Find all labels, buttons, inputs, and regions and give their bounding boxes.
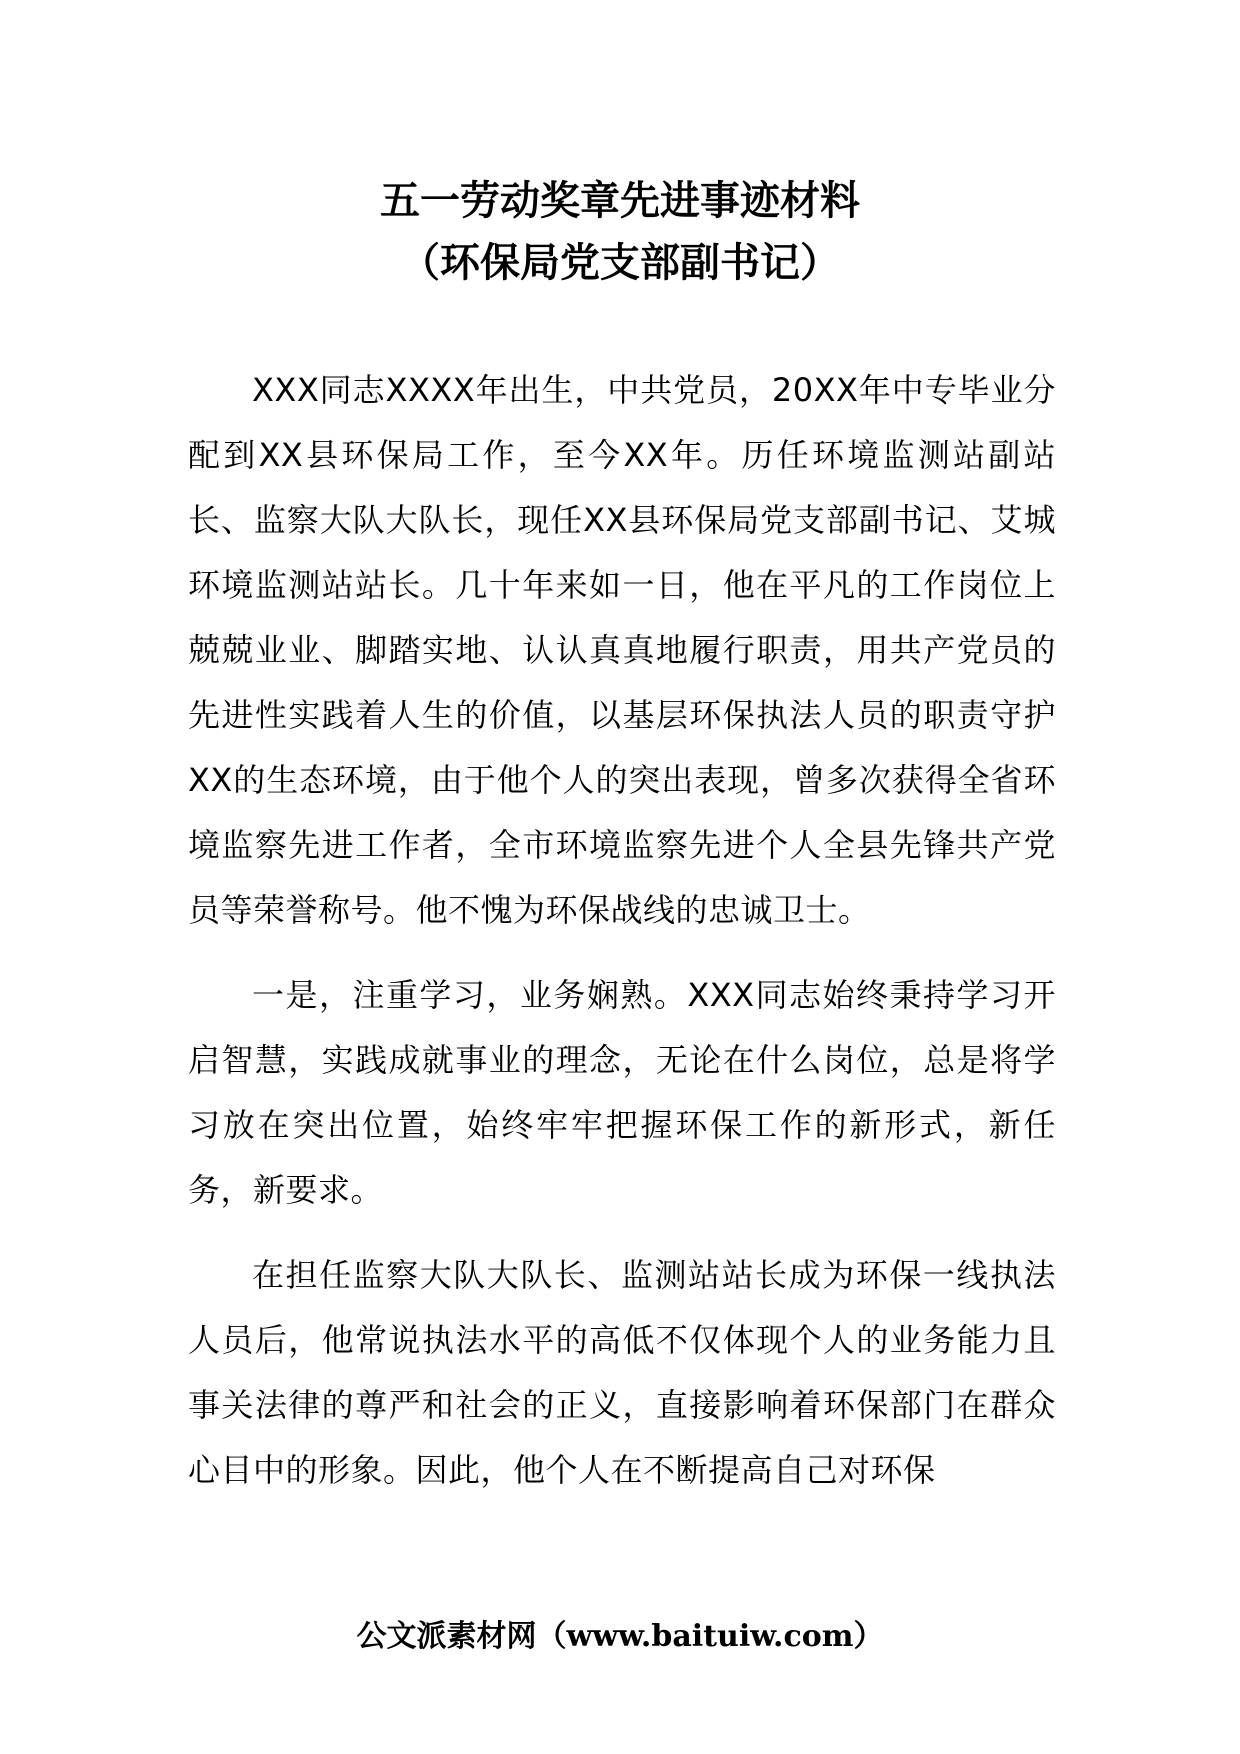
document-body — [188, 358, 1056, 1523]
paragraph-enforcement: 在担任监察大队大队长、监测站站长成为环保一线执法人员后，他常说执法水平的高低不仅体现个人的业务能力且事关法律的尊严和社会的正义，直接影响着环保部门在群众心目中的形象。因此，他个人在不断提高自己对环保 — [188, 1256, 1056, 1489]
document-title: 五一劳动奖章先进事迹材料 — [380, 178, 860, 224]
paragraph-study: 一是，注重学习，业务娴熟。XXX同志始终秉持学习开启智慧，实践成就事业的理念，无论在什么岗位，总是将学习放在突出位置，始终牢牢把握环保工作的新形式，新任务，新要求。 — [188, 976, 1056, 1209]
document-subtitle: （环保局党支部副书记） — [400, 240, 840, 286]
paragraph-intro: XXX同志XXXX年出生，中共党员，20XX年中专毕业分配到XX县环保局工作，至今XX年。历任环境监测站副站长、监察大队大队长，现任XX县环保局党支部副书记、艾城环境监测站站长。几十年来如一日，他在平凡的工作岗位上兢兢业业、脚踏实地、认认真真地履行职责，用共产党员的先进性实践着人生的价值，以基层环保执法人员的职责守护XX的生态环境，由于他个人的突出表现，曾多次获得全省环境监察先进工作者，全市环境监察先进个人全县先锋共产党员等荣誉称号。他不愧为环保战线的忠诚卫士。 — [188, 371, 1056, 929]
footer-source: 公文派素材网（www.baituiw.com） — [356, 1619, 884, 1654]
